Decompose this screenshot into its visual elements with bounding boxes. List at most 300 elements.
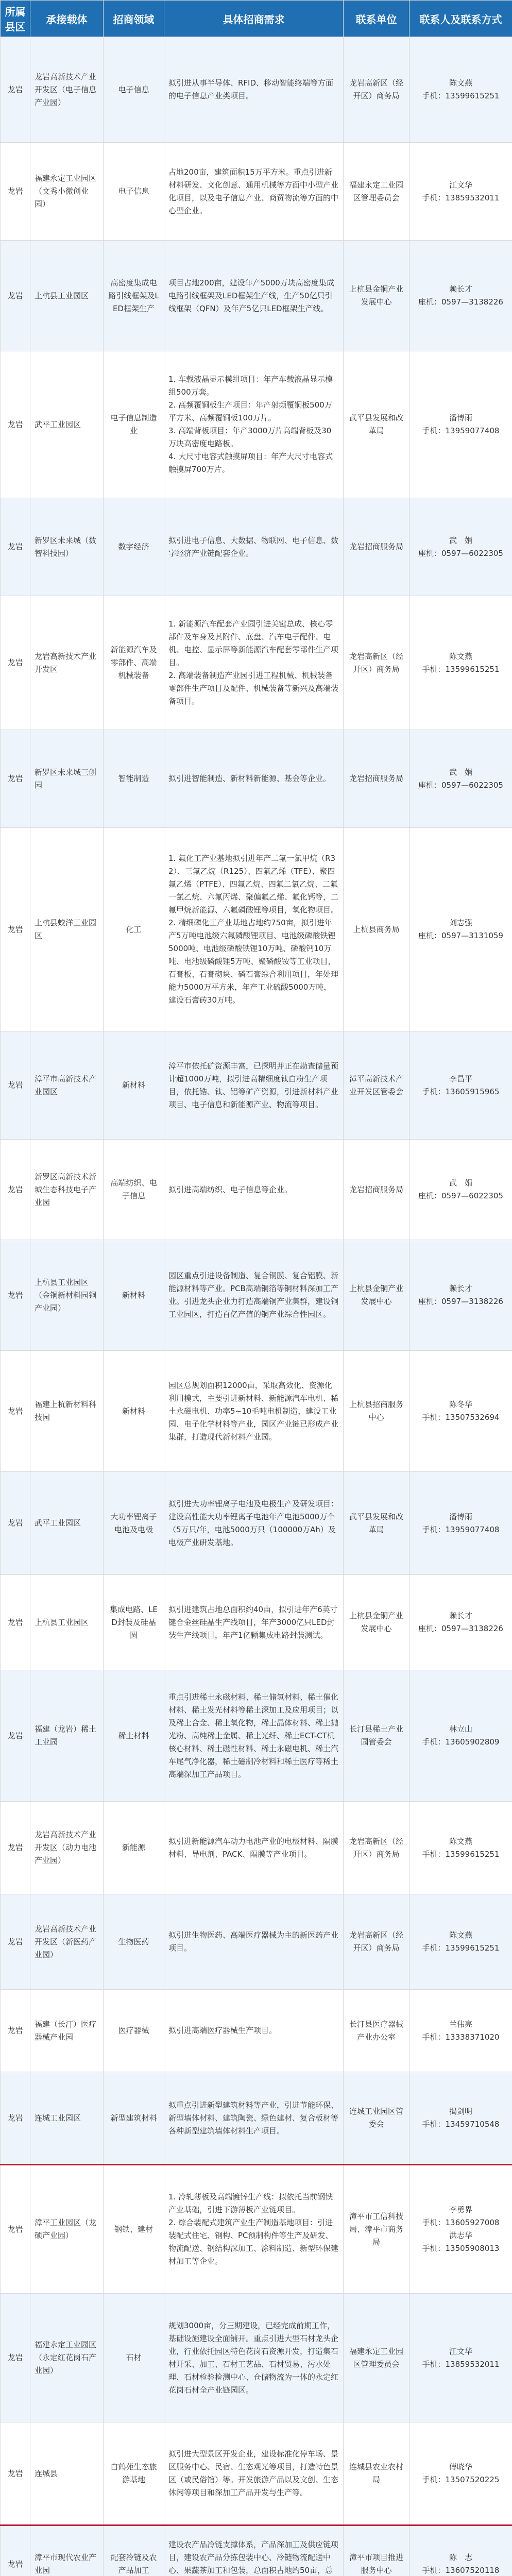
unit-cell-text: 上杭县金铜产业发展中心 bbox=[349, 284, 403, 307]
area-cell bbox=[1, 1031, 30, 1140]
carrier-cell-text: 漳平市高新技术产业园区 bbox=[35, 1074, 97, 1096]
field-cell bbox=[104, 351, 164, 498]
demand-cell-text: 1. 新能源汽车配套产业园引进关键总成、核心零部件及车身及其附件、底盘、汽车电子配件、电机、电控、显示屏等新能源汽车配套零部件生产项目。 2. 高端装备制造产业园引进工程机械、机械装备零部件生产项目及配件、机械装备等新兴及高端装备项目。 bbox=[168, 619, 339, 706]
unit-cell-text: 龙岩高新区（经开区）商务局 bbox=[349, 1930, 403, 1953]
carrier-cell bbox=[30, 1990, 104, 2072]
carrier-cell bbox=[30, 1894, 104, 1990]
unit-cell-text: 上杭县金铜产业发展中心 bbox=[349, 1611, 403, 1633]
demand-cell bbox=[164, 498, 344, 596]
carrier-cell bbox=[30, 2072, 104, 2165]
unit-cell-text: 漳平高新技术产业开发区管委会 bbox=[349, 1074, 403, 1096]
area-cell bbox=[1, 2165, 30, 2294]
table-row bbox=[1, 1140, 512, 1240]
demand-cell-text: 拟重点引进新型建筑材料等产业，引进节能环保、新型墙体材料、建筑陶瓷、绿色建材、复合板材等各种新型建筑墙体材料生产项目。 bbox=[168, 2100, 339, 2136]
unit-cell-text: 长汀县稀土产业园管委会 bbox=[349, 1724, 403, 1747]
contact-cell-text: 兰伟亮 手机：13338371020 bbox=[422, 2019, 500, 2042]
demand-cell bbox=[164, 351, 344, 498]
unit-cell bbox=[344, 1351, 409, 1472]
contact-cell-text: 潘博雨 手机：13959077408 bbox=[422, 1512, 500, 1534]
field-cell bbox=[104, 1670, 164, 1802]
table-row bbox=[1, 730, 512, 828]
table-row bbox=[1, 596, 512, 730]
unit-cell bbox=[344, 37, 409, 143]
header-carrier: 承接载体 bbox=[30, 1, 104, 37]
unit-cell-text: 连城县农业农村局 bbox=[349, 2462, 403, 2484]
unit-cell-text: 龙岩高新区（经开区）商务局 bbox=[349, 78, 403, 100]
carrier-cell bbox=[30, 37, 104, 143]
table-row bbox=[1, 143, 512, 241]
area-cell-text: 龙岩 bbox=[7, 924, 23, 934]
contact-cell-text: 林立山 手机：13605902809 bbox=[422, 1724, 500, 1747]
header-contact: 联系人及联系方式 bbox=[409, 1, 512, 37]
field-cell bbox=[104, 730, 164, 828]
unit-cell bbox=[344, 1240, 409, 1351]
carrier-cell bbox=[30, 2526, 104, 2576]
demand-cell-text: 拟引进生物医药、高端医疗器械为主的新医药产业项目。 bbox=[168, 1930, 339, 1953]
contact-cell bbox=[409, 241, 512, 351]
field-cell-text: 新能源 bbox=[122, 1843, 145, 1852]
unit-cell bbox=[344, 1472, 409, 1575]
unit-cell-text: 龙岩高新区（经开区）商务局 bbox=[349, 1836, 403, 1859]
unit-cell bbox=[344, 2526, 409, 2576]
area-cell-text: 龙岩 bbox=[7, 2224, 23, 2234]
demand-cell bbox=[164, 730, 344, 828]
area-cell bbox=[1, 1472, 30, 1575]
contact-cell-text: 潘博雨 手机：13959077408 bbox=[422, 413, 500, 435]
area-cell-text: 龙岩 bbox=[7, 84, 23, 94]
demand-cell bbox=[164, 1575, 344, 1670]
carrier-cell-text: 龙岩高新技术产业开发区（电子信息产业园） bbox=[35, 72, 97, 107]
contact-cell bbox=[409, 2422, 512, 2526]
area-cell-text: 龙岩 bbox=[7, 774, 23, 783]
demand-cell bbox=[164, 2072, 344, 2165]
demand-cell-text: 园区总规划面积12000亩，采取高效化、资源化利用模式，主要引进新材料、新能源汽车电机、稀土永磁电机、功率5~10毛吨电机制造，建设工业园、电子化学材料等产业，园区产业链已形成产业集群，打造现代新材料产业园。 bbox=[168, 1380, 339, 1442]
contact-cell bbox=[409, 2526, 512, 2576]
contact-cell-text: 李勇界 手机：13605927008 洪志华 手机：13505908013 bbox=[422, 2205, 500, 2253]
table-row bbox=[1, 2165, 512, 2294]
demand-cell-text: 重点引进稀土永磁材料、稀土储氢材料、稀土催化材料、稀土发光材料等稀土深加工及应用项目；以及稀土合金、稀土氧化物，稀土晶体材料、稀土抛光粉、高纯稀土金属、稀土光纤、稀土ECT-CT机核心材料、稀土磁性材料、稀土永磁电机、稀土汽车尾气净化器，稀土磁制冷材料和稀土医疗等稀土高端深加工产品项目。 bbox=[168, 1692, 339, 1779]
field-cell bbox=[104, 596, 164, 730]
area-cell bbox=[1, 1802, 30, 1894]
field-cell-text: 石材 bbox=[126, 2353, 142, 2362]
carrier-cell bbox=[30, 351, 104, 498]
carrier-cell bbox=[30, 498, 104, 596]
area-cell-text: 龙岩 bbox=[7, 1184, 23, 1194]
unit-cell-text: 连城工业园区管委会 bbox=[349, 2107, 403, 2129]
table-row bbox=[1, 351, 512, 498]
demand-cell-text: 拟引进新能源汽车动力电池产业的电极材料、隔膜材料、导电剂、PACK、隔膜等产业项目。 bbox=[168, 1836, 339, 1859]
demand-cell-text: 项目占地200亩，建设年产5000万块高密度集成电路引线框架及LED框架生产线，生产50亿只引线框架（QFN）及年产5亿只LED框架生产线。 bbox=[168, 278, 334, 313]
demand-cell-text: 占地200亩，建筑面积15万平方米。重点引进新材料研发、文化创意、通用机械等方面中小型产业化项目，以及电子信息产业、商贸物流等方面的中心型企业。 bbox=[168, 167, 339, 215]
area-cell bbox=[1, 730, 30, 828]
field-cell-text: 智能制造 bbox=[118, 774, 149, 783]
carrier-cell bbox=[30, 2165, 104, 2294]
table-row bbox=[1, 1990, 512, 2072]
unit-cell-text: 漳平市项目推进服务中心 bbox=[349, 2553, 403, 2575]
area-cell bbox=[1, 2422, 30, 2526]
demand-cell bbox=[164, 143, 344, 241]
demand-cell-text: 拟引进电子信息、大数据、物联网、电子信息、数字经济产业链配套企业。 bbox=[168, 535, 339, 558]
carrier-cell bbox=[30, 2422, 104, 2526]
demand-cell-text: 漳平市依托矿资源丰富，已探明并正在勘查储量预计超1000万吨，拟引进高精细度钛白粉生产项目，依托锆、钛、铝等矿产资源，引进新材料产业项目、电子信息和新能源产业、物流等项目。 bbox=[168, 1061, 339, 1109]
field-cell bbox=[104, 2294, 164, 2422]
area-cell-text: 龙岩 bbox=[7, 1518, 23, 1528]
area-cell bbox=[1, 1140, 30, 1240]
contact-cell-text: 赖长才 座机：0597—3138226 bbox=[418, 1284, 503, 1306]
header-unit: 联系单位 bbox=[344, 1, 409, 37]
contact-cell bbox=[409, 351, 512, 498]
carrier-cell bbox=[30, 1472, 104, 1575]
carrier-cell bbox=[30, 1802, 104, 1894]
contact-cell bbox=[409, 1802, 512, 1894]
contact-cell bbox=[409, 498, 512, 596]
unit-cell bbox=[344, 596, 409, 730]
demand-cell bbox=[164, 2165, 344, 2294]
table-row bbox=[1, 2526, 512, 2576]
unit-cell bbox=[344, 241, 409, 351]
area-cell-text: 龙岩 bbox=[7, 1290, 23, 1300]
carrier-cell-text: 上杭县工业园区 bbox=[35, 1617, 89, 1627]
contact-cell bbox=[409, 730, 512, 828]
table-row bbox=[1, 2294, 512, 2422]
area-cell bbox=[1, 1575, 30, 1670]
field-cell-text: 大功率锂离子电池及电极 bbox=[110, 1512, 157, 1534]
field-cell bbox=[104, 2072, 164, 2165]
carrier-cell-text: 福建（长汀）医疗器械产业园 bbox=[35, 2019, 97, 2042]
field-cell bbox=[104, 2422, 164, 2526]
field-cell bbox=[104, 2165, 164, 2294]
area-cell-text: 龙岩 bbox=[7, 2468, 23, 2478]
table-body bbox=[1, 37, 512, 2576]
contact-cell bbox=[409, 596, 512, 730]
area-cell-text: 龙岩 bbox=[7, 542, 23, 551]
area-cell-text: 龙岩 bbox=[7, 291, 23, 300]
contact-cell bbox=[409, 2294, 512, 2422]
carrier-cell bbox=[30, 143, 104, 241]
contact-cell-text: 刘志强 座机：0597—3131059 bbox=[418, 918, 503, 940]
contact-cell-text: 陈文燕 手机：13599615251 bbox=[422, 651, 500, 674]
field-cell-text: 钢铁、建材 bbox=[114, 2224, 153, 2234]
demand-cell-text: 拟引进高端纺织、电子信息等企业。 bbox=[168, 1184, 293, 1194]
area-cell bbox=[1, 2072, 30, 2165]
carrier-cell-text: 福建上杭新材料科技园 bbox=[35, 1400, 97, 1422]
area-cell bbox=[1, 2294, 30, 2422]
unit-cell-text: 武平县发展和改革局 bbox=[349, 413, 403, 435]
contact-cell bbox=[409, 1670, 512, 1802]
field-cell-text: 高端纺织、电子信息 bbox=[110, 1178, 157, 1200]
field-cell bbox=[104, 143, 164, 241]
area-cell-text: 龙岩 bbox=[7, 1406, 23, 1416]
demand-cell-text: 拟引进大功率锂离子电池及电极生产及研发项目：建设高性能大功率锂离子电池年产电池5000万个（5万只/年，电池5000万只（100000万Ah）及电极产业研发基地。 bbox=[168, 1499, 339, 1547]
table-row bbox=[1, 37, 512, 143]
header-demand: 具体招商需求 bbox=[164, 1, 344, 37]
contact-cell-text: 江文华 手机：13859532011 bbox=[422, 180, 500, 202]
contact-cell-text: 江文华 手机：13859532011 bbox=[422, 2346, 500, 2369]
area-cell bbox=[1, 1894, 30, 1990]
unit-cell bbox=[344, 730, 409, 828]
carrier-cell bbox=[30, 828, 104, 1031]
contact-cell bbox=[409, 1472, 512, 1575]
demand-cell-text: 拟引进智能制造、新材料新能源、基金等企业。 bbox=[168, 774, 331, 783]
table-row bbox=[1, 2422, 512, 2526]
unit-cell-text: 上杭县商务局 bbox=[353, 924, 400, 934]
area-cell bbox=[1, 1670, 30, 1802]
area-cell bbox=[1, 1351, 30, 1472]
carrier-cell-text: 福建（龙岩）稀土工业园 bbox=[35, 1724, 97, 1747]
demand-cell bbox=[164, 1351, 344, 1472]
unit-cell-text: 龙岩招商服务局 bbox=[349, 774, 403, 783]
contact-cell-text: 陈文燕 手机：13599615251 bbox=[422, 1930, 500, 1953]
carrier-cell bbox=[30, 1670, 104, 1802]
area-cell bbox=[1, 596, 30, 730]
unit-cell bbox=[344, 2422, 409, 2526]
area-cell-text: 龙岩 bbox=[7, 2559, 23, 2569]
contact-cell-text: 武 娟 座机：0597—6022305 bbox=[418, 767, 503, 790]
unit-cell-text: 上杭县招商服务中心 bbox=[349, 1400, 403, 1422]
table-row bbox=[1, 1240, 512, 1351]
area-cell bbox=[1, 143, 30, 241]
table-row bbox=[1, 1894, 512, 1990]
carrier-cell-text: 上杭县工业园区（金铜新材料园铜产业园） bbox=[35, 1277, 97, 1313]
unit-cell bbox=[344, 1894, 409, 1990]
field-cell-text: 稀土材料 bbox=[118, 1731, 149, 1740]
field-cell-text: 电子信息制造业 bbox=[110, 413, 157, 435]
demand-cell-text: 园区重点引进设备制造、复合铜膜、复合铝膜、新能源材料等产业。PCB高端铜箔等铜材料深加工产业。引进龙头企业力打造高端铜产业集群，建设铜工业园区，打造百亿产值的铜产业综合性园区。 bbox=[168, 1271, 339, 1319]
contact-cell bbox=[409, 1894, 512, 1990]
carrier-cell-text: 连城县 bbox=[35, 2468, 58, 2478]
demand-cell-text: 拟引进建筑占地总面积约40亩，拟引进年产6英寸键合金丝硅晶生产线项目，年产3000亿只LED封装生产线项目，年产1亿颗集成电路封装测试。 bbox=[168, 1604, 338, 1640]
field-cell bbox=[104, 1472, 164, 1575]
contact-cell bbox=[409, 1351, 512, 1472]
unit-cell bbox=[344, 2165, 409, 2294]
table-row bbox=[1, 1802, 512, 1894]
carrier-cell-text: 龙岩高新技术产业开发区 bbox=[35, 651, 97, 674]
field-cell bbox=[104, 1894, 164, 1990]
carrier-cell-text: 新罗区未来城（数智科技园） bbox=[35, 535, 97, 558]
field-cell-text: 白鹤苑生态旅游基地 bbox=[110, 2462, 157, 2484]
table-row bbox=[1, 1031, 512, 1140]
field-cell bbox=[104, 1140, 164, 1240]
field-cell bbox=[104, 37, 164, 143]
contact-cell bbox=[409, 1575, 512, 1670]
demand-cell-text: 拟引进大型景区开发企业，建设标准化停车场、景区服务中心、民宿、生态观光等项目，打造特色景区（或民俗馆）等。开发旅游产品以及文创、生态休闲等项目和深加工产品开发与生产等。 bbox=[168, 2449, 339, 2497]
table-row bbox=[1, 2072, 512, 2165]
unit-cell bbox=[344, 1990, 409, 2072]
field-cell bbox=[104, 1802, 164, 1894]
field-cell-text: 新材料 bbox=[122, 1290, 145, 1300]
field-cell bbox=[104, 2526, 164, 2576]
area-cell bbox=[1, 498, 30, 596]
carrier-cell-text: 漳平工业园区（龙硕产业园） bbox=[35, 2218, 97, 2240]
unit-cell bbox=[344, 1140, 409, 1240]
demand-cell bbox=[164, 1670, 344, 1802]
field-cell-text: 电子信息 bbox=[118, 84, 149, 94]
area-cell bbox=[1, 2526, 30, 2576]
unit-cell bbox=[344, 828, 409, 1031]
carrier-cell bbox=[30, 241, 104, 351]
contact-cell-text: 李昌平 手机：13605915965 bbox=[422, 1074, 500, 1096]
field-cell-text: 新材料 bbox=[122, 1406, 145, 1416]
unit-cell-text: 长汀县医疗器械产业办公室 bbox=[349, 2019, 403, 2042]
field-cell-text: 医疗器械 bbox=[118, 2026, 149, 2035]
carrier-cell-text: 龙岩高新技术产业开发区（动力电池产业园） bbox=[35, 1830, 97, 1865]
contact-cell bbox=[409, 828, 512, 1031]
carrier-cell-text: 龙岩高新技术产业开发区（新医药产业园） bbox=[35, 1924, 97, 1959]
area-cell bbox=[1, 1990, 30, 2072]
area-cell-text: 龙岩 bbox=[7, 1731, 23, 1740]
contact-cell bbox=[409, 2072, 512, 2165]
area-cell-text: 龙岩 bbox=[7, 1843, 23, 1852]
field-cell-text: 新能源汽车及零部件、高端机械装备 bbox=[110, 645, 157, 680]
table-row bbox=[1, 1472, 512, 1575]
field-cell bbox=[104, 1240, 164, 1351]
demand-cell bbox=[164, 37, 344, 143]
demand-cell bbox=[164, 1240, 344, 1351]
field-cell-text: 配套冷链及农产品加工 bbox=[110, 2553, 157, 2575]
unit-cell bbox=[344, 2072, 409, 2165]
contact-cell-text: 武 娟 座机：0597—6022305 bbox=[418, 535, 503, 558]
contact-cell-text: 揭剑明 手机：13459710548 bbox=[422, 2107, 500, 2129]
contact-cell-text: 赖长才 座机：0597—3138226 bbox=[418, 1611, 503, 1633]
unit-cell-text: 龙岩招商服务局 bbox=[349, 1184, 403, 1194]
demand-cell bbox=[164, 1990, 344, 2072]
area-cell bbox=[1, 828, 30, 1031]
carrier-cell bbox=[30, 596, 104, 730]
carrier-cell bbox=[30, 1240, 104, 1351]
carrier-cell-text: 新罗区未来城三创园 bbox=[35, 767, 97, 790]
unit-cell-text: 龙岩高新区（经开区）商务局 bbox=[349, 651, 403, 674]
carrier-cell-text: 福建永定工业园区（永定红花岗石产业园） bbox=[35, 2340, 97, 2375]
carrier-cell bbox=[30, 1140, 104, 1240]
field-cell-text: 生物医药 bbox=[118, 1937, 149, 1946]
unit-cell-text: 上杭县金铜产业发展中心 bbox=[349, 1284, 403, 1306]
carrier-cell bbox=[30, 1575, 104, 1670]
demand-cell bbox=[164, 2422, 344, 2526]
table-row bbox=[1, 828, 512, 1031]
area-cell-text: 龙岩 bbox=[7, 2113, 23, 2123]
contact-cell-text: 赖长才 座机：0597—3138226 bbox=[418, 284, 503, 307]
contact-cell bbox=[409, 1140, 512, 1240]
carrier-cell-text: 福建永定工业园区（文秀小微创业园） bbox=[35, 174, 97, 209]
field-cell bbox=[104, 1351, 164, 1472]
carrier-cell bbox=[30, 2294, 104, 2422]
demand-cell-text: 拟引进从事半导体、RFID、移动智能终端等方面的电子信息产业类项目。 bbox=[168, 78, 334, 100]
field-cell-text: 电子信息 bbox=[118, 187, 149, 196]
carrier-cell-text: 武平工业园区 bbox=[35, 419, 81, 429]
unit-cell bbox=[344, 1802, 409, 1894]
contact-cell bbox=[409, 2165, 512, 2294]
unit-cell-text: 福建永定工业园区管理委员会 bbox=[349, 180, 403, 202]
carrier-cell-text: 连城工业园区 bbox=[35, 2113, 81, 2123]
area-cell bbox=[1, 37, 30, 143]
table-row bbox=[1, 1351, 512, 1472]
area-cell-text: 龙岩 bbox=[7, 1937, 23, 1946]
contact-cell bbox=[409, 1240, 512, 1351]
contact-cell-text: 陈 志 手机：13607520118 bbox=[422, 2553, 500, 2575]
demand-cell bbox=[164, 2294, 344, 2422]
demand-cell bbox=[164, 1140, 344, 1240]
demand-cell bbox=[164, 1802, 344, 1894]
demand-cell-text: 1. 冷轧薄板及高端镀锌生产线：拟依托当前钢铁产业基础，引进下游薄板产业链项目。 2. 综合装配式建筑产业生产制造基地项目：引进装配式住宅、钢构、PC预制构件等生产及研发、物流配送、钢结构深加工、涂料制造、新型环保建材加工等企业。 bbox=[168, 2192, 339, 2266]
table-row bbox=[1, 498, 512, 596]
demand-cell-text: 1. 车载液晶显示模组项目：年产车载液晶显示模组500万套。 2. 高频覆铜板生产项目：年产射频覆铜板500万平方米、高频覆铜板100万片。 3. 高端背板项目：年产3000万片高端背板及30万块高密度电路板。 4. 大尺寸电容式触摸屏项目：年产大尺寸电容式触摸屏700万片。 bbox=[168, 375, 333, 474]
demand-cell bbox=[164, 1031, 344, 1140]
unit-cell-text: 武平县发展和改革局 bbox=[349, 1512, 403, 1534]
contact-cell bbox=[409, 1990, 512, 2072]
unit-cell bbox=[344, 2294, 409, 2422]
carrier-cell-text: 上杭县工业园区 bbox=[35, 291, 89, 300]
table-row bbox=[1, 1575, 512, 1670]
field-cell-text: 高密度集成电路引线框架及LED框架生产 bbox=[108, 278, 159, 313]
table-header bbox=[1, 1, 512, 37]
area-cell-text: 龙岩 bbox=[7, 419, 23, 429]
field-cell bbox=[104, 498, 164, 596]
area-cell-text: 龙岩 bbox=[7, 2026, 23, 2035]
demand-cell bbox=[164, 1472, 344, 1575]
demand-cell-text: 规划3000亩，分三期建设，已经完成前期工作，基础设施建设全面铺开。重点引进大型石材龙头企业，行业依托园区特色花岗石资源开发，打造集石材开采、加工、石材工艺品、石材贸易、污水处理、石材检验检测中心、仓储物流为一体的永定红花岗石材全产业链园区。 bbox=[168, 2320, 339, 2395]
area-cell-text: 龙岩 bbox=[7, 1080, 23, 1090]
contact-cell bbox=[409, 37, 512, 143]
carrier-cell-text: 新罗区高新技术新城生态科技电子产业园 bbox=[35, 1172, 97, 1207]
header-area: 所属县区 bbox=[1, 1, 30, 37]
contact-cell-text: 傅晓华 手机：13507520225 bbox=[422, 2462, 500, 2484]
table-row bbox=[1, 241, 512, 351]
field-cell bbox=[104, 241, 164, 351]
demand-cell bbox=[164, 596, 344, 730]
carrier-cell bbox=[30, 1351, 104, 1472]
header-row bbox=[1, 1, 512, 37]
demand-cell-text: 1. 氟化工产业基地拟引进年产二氟一氯甲烷（R32）、三氟乙烷（R125）、四氟乙烯（TFE）、聚四氟乙烯（PTFE）、四氟乙烷、四氟二氯乙烷、二氟一氯乙烷、六氟丙烯、聚偏氟乙烯、氟化钙等，二氟甲烷新能源、六氟磷酸锂等项目，氧化物项目。 2. 精细磷化工产业基地占地约750亩，拟引进年产5万吨电池级六氟磷酸锂项目、电池级磷酸铁锂5000吨、电池级磷酸铁锂10万吨、磷酸钙10万吨、电池级磷酸锂5万吨、聚磷酸铵等工业项目，石膏板、石膏砌块、磷石膏综合利用项目，年处理能力5000万平方米，年产工业硫酸5000万吨，建设石膏砖30万吨。 bbox=[168, 854, 339, 1005]
demand-cell-text: 建设农产品冷链支撑体系，产品深加工及供应链项目，建设农产品分拣包装中心、冷链物流配送中心、果蔬茶加工和包装，总面积占地约50亩，总 bbox=[168, 2540, 339, 2575]
contact-cell-text: 陈文燕 手机：13599615251 bbox=[422, 1836, 500, 1859]
field-cell bbox=[104, 1031, 164, 1140]
carrier-cell-text: 漳平市现代农业产业园 bbox=[35, 2553, 97, 2575]
unit-cell bbox=[344, 1670, 409, 1802]
field-cell-text: 数字经济 bbox=[118, 542, 149, 551]
demand-cell-text: 拟引进高端医疗器械生产项目。 bbox=[168, 2026, 277, 2035]
contact-cell bbox=[409, 143, 512, 241]
field-cell-text: 新型建筑材料 bbox=[110, 2113, 157, 2123]
area-cell-text: 龙岩 bbox=[7, 1617, 23, 1627]
field-cell bbox=[104, 1575, 164, 1670]
demand-cell bbox=[164, 828, 344, 1031]
header-field: 招商领域 bbox=[104, 1, 164, 37]
contact-cell-text: 陈文燕 手机：13599615251 bbox=[422, 78, 500, 100]
table-row bbox=[1, 1670, 512, 1802]
area-cell-text: 龙岩 bbox=[7, 658, 23, 667]
unit-cell-text: 漳平市工信科技局、漳平市商务局 bbox=[349, 2211, 403, 2247]
contact-cell-text: 武 娟 座机：0597—6022305 bbox=[418, 1178, 503, 1200]
carrier-cell-text: 上杭县蛟洋工业园区 bbox=[35, 918, 97, 940]
demand-cell bbox=[164, 1894, 344, 1990]
unit-cell-text: 福建永定工业园区管理委员会 bbox=[349, 2346, 403, 2369]
carrier-cell bbox=[30, 1031, 104, 1140]
unit-cell bbox=[344, 143, 409, 241]
carrier-cell-text: 武平工业园区 bbox=[35, 1518, 81, 1528]
field-cell-text: 新材料 bbox=[122, 1080, 145, 1090]
area-cell bbox=[1, 1240, 30, 1351]
area-cell-text: 龙岩 bbox=[7, 2353, 23, 2362]
carrier-cell bbox=[30, 730, 104, 828]
contact-cell-text: 陈冬华 手机：13507532694 bbox=[422, 1400, 500, 1422]
field-cell-text: 集成电路、LED封装及硅晶圆 bbox=[110, 1604, 158, 1640]
unit-cell-text: 龙岩招商服务局 bbox=[349, 542, 403, 551]
field-cell-text: 化工 bbox=[126, 924, 142, 934]
area-cell bbox=[1, 241, 30, 351]
unit-cell bbox=[344, 1575, 409, 1670]
area-cell-text: 龙岩 bbox=[7, 187, 23, 196]
demand-cell bbox=[164, 241, 344, 351]
